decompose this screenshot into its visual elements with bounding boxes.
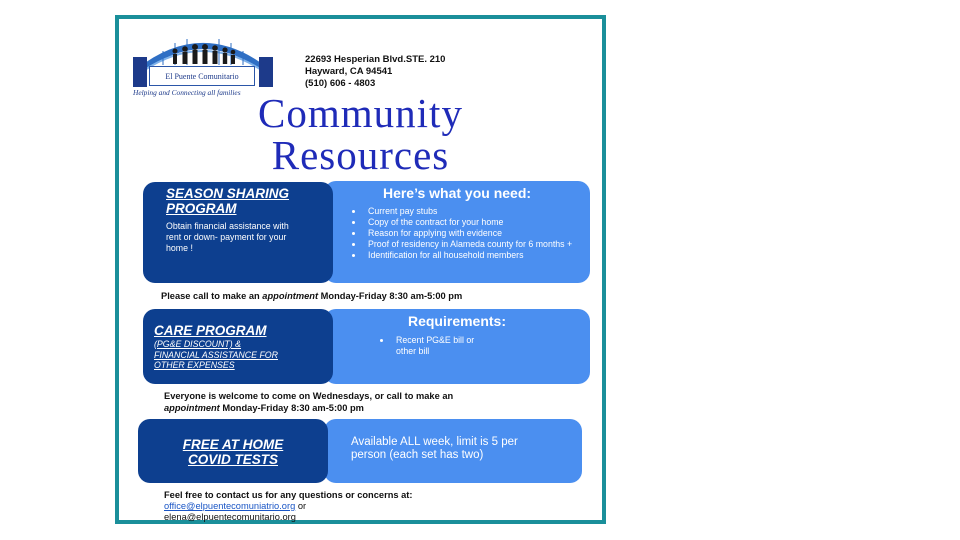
season-title-line2: PROGRAM	[166, 201, 237, 216]
list-item: • Recent PG&E bill or other bill	[392, 335, 492, 357]
note-hours: Monday-Friday 8:30 am-5:00 pm	[219, 403, 364, 413]
requirements-title: Requirements:	[407, 313, 507, 329]
care-sub-line1: (PG&E DISCOUNT) &	[154, 339, 241, 349]
requirements-box	[324, 309, 590, 384]
covid-desc-box	[324, 419, 582, 483]
list-item: • Identification for all household members	[364, 250, 590, 261]
page-title-line2: Resources	[271, 132, 450, 178]
season-program-desc: Obtain financial assistance with rent or down- payment for your home !	[166, 221, 289, 253]
season-title-line1: SEASON SHARING	[166, 186, 290, 201]
season-sharing-box	[143, 182, 333, 283]
list-item: • Copy of the contract for your home	[364, 217, 590, 228]
covid-desc: Available ALL week, limit is 5 per person (each set has two)	[351, 436, 518, 461]
care-program-subtitle	[154, 339, 333, 371]
care-sub-for: FOR	[259, 349, 279, 360]
note-text: Please call to make an	[161, 291, 263, 301]
email-link-office[interactable]: office@elpuentecomuniatrio.org	[164, 501, 296, 511]
email-elena: elena@elpuentecomunitario.org	[164, 512, 296, 522]
season-program-title[interactable]	[166, 186, 333, 216]
covid-title-line2: COVID TESTS	[187, 452, 278, 467]
contact-block	[164, 490, 413, 523]
covid-tests-title[interactable]	[138, 437, 328, 467]
covid-title-line1: FREE AT HOME	[182, 437, 284, 452]
note-line1: Everyone is welcome to come on Wednesdays, or call to make an	[164, 391, 454, 401]
note-italic: appointment	[164, 403, 220, 413]
address-line: 22693 Hesperian Blvd.STE. 210	[305, 54, 446, 65]
contact-intro: Feel free to contact us for any questions or concerns at:	[164, 490, 413, 500]
logo-tagline: Helping and Connecting all families	[133, 88, 241, 97]
note-hours: Monday-Friday 8:30 am-5:00 pm	[318, 291, 463, 301]
needs-title: Here’s what you need:	[382, 185, 532, 201]
needs-box	[324, 181, 590, 283]
org-logo	[133, 27, 273, 101]
page-title-line1: Community	[258, 90, 463, 136]
needs-list	[324, 206, 590, 261]
contact-or: or	[295, 501, 307, 511]
requirements-list	[324, 335, 492, 357]
care-sub-financial: FINANCIAL ASSISTANCE	[154, 349, 257, 360]
care-sub-line3: OTHER EXPENSES	[154, 360, 235, 370]
care-sub-line2	[154, 350, 333, 361]
flyer	[115, 15, 606, 524]
address-block	[305, 54, 445, 90]
logo-org-name: El Puente Comunitario	[149, 66, 255, 86]
care-appointment-note	[164, 390, 564, 414]
care-program-title[interactable]: CARE PROGRAM	[154, 323, 267, 338]
address-city: Hayward, CA 94541	[305, 66, 393, 77]
phone-number: (510) 606 - 4803	[305, 78, 376, 89]
season-appointment-note	[161, 290, 462, 302]
care-program-box	[143, 309, 333, 384]
note-italic: appointment	[262, 291, 319, 301]
list-item: • Reason for applying with evidence	[364, 228, 590, 239]
list-item: • Proof of residency in Alameda county for 6 months +	[364, 239, 590, 250]
covid-tests-box	[138, 419, 328, 483]
list-item: • Current pay stubs	[364, 206, 590, 217]
